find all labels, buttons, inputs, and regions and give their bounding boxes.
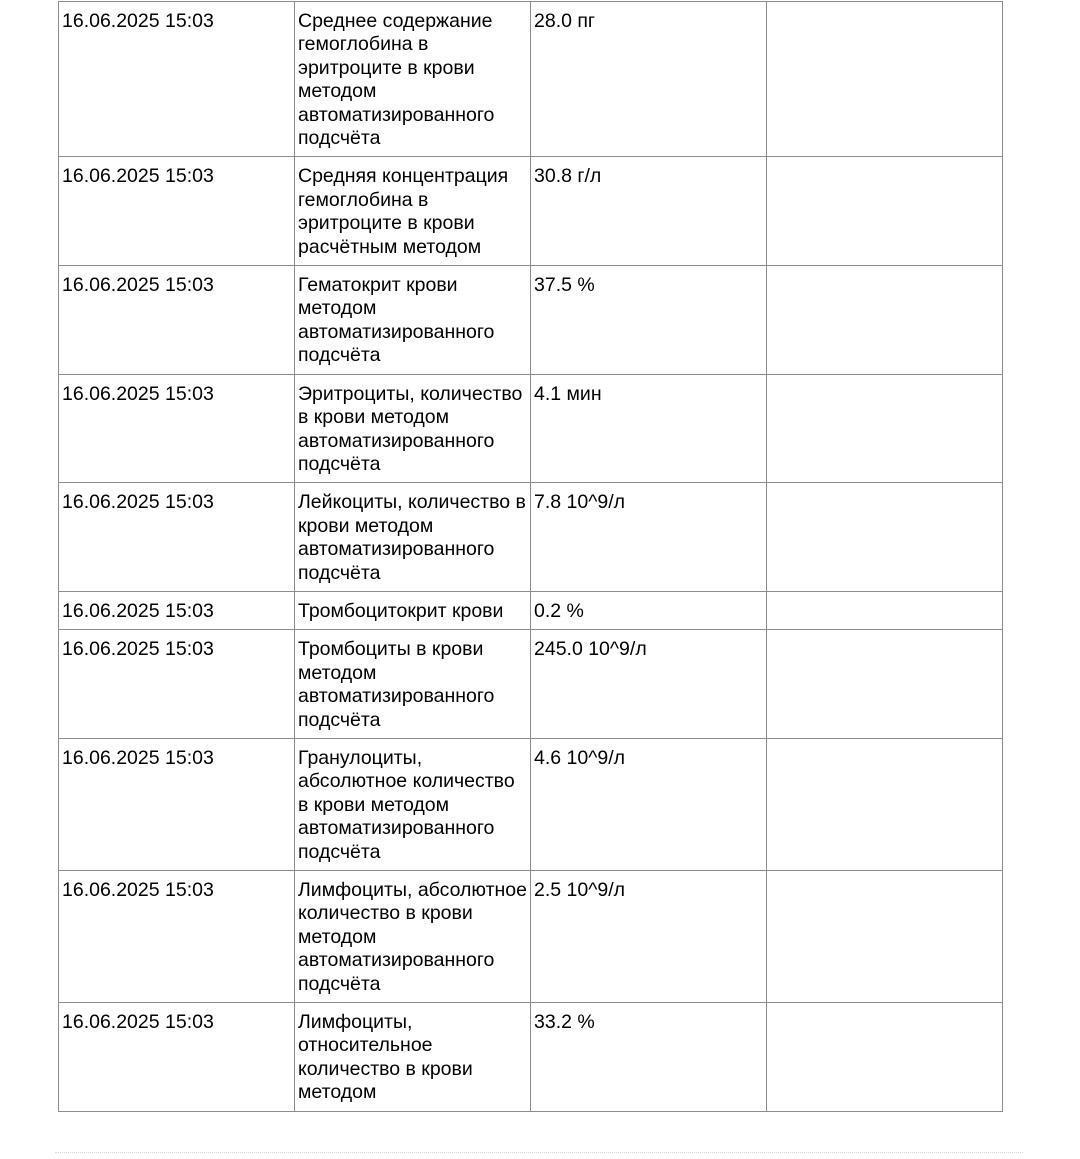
- note-cell: [767, 871, 1003, 1003]
- table-row: [59, 591, 1003, 629]
- date-cell: 16.06.2025 15:03: [59, 1003, 295, 1112]
- result-cell: 30.8 г/л: [531, 157, 767, 266]
- table-row: [59, 871, 1003, 1003]
- note-cell: [767, 591, 1003, 629]
- date-cell: 16.06.2025 15:03: [59, 871, 295, 1003]
- table-row: [59, 483, 1003, 592]
- test-name-cell: Тромбоцитокрит крови: [295, 591, 531, 629]
- table-row: [59, 630, 1003, 739]
- note-cell: [767, 157, 1003, 266]
- test-name-cell: Лимфоциты, относительное количество в крови методом: [295, 1003, 531, 1112]
- date-cell: 16.06.2025 15:03: [59, 630, 295, 739]
- test-name-cell: Тромбоциты в крови методом автоматизированного подсчёта: [295, 630, 531, 739]
- test-name-cell: Лимфоциты, абсолютное количество в крови методом автоматизированного подсчёта: [295, 871, 531, 1003]
- test-name-cell: Эритроциты, количество в крови методом автоматизированного подсчёта: [295, 374, 531, 483]
- note-cell: [767, 738, 1003, 870]
- test-name-cell: Среднее содержание гемоглобина в эритроците в крови методом автоматизированного подсчёта: [295, 2, 531, 157]
- note-cell: [767, 630, 1003, 739]
- table-row: [59, 157, 1003, 266]
- result-cell: 33.2 %: [531, 1003, 767, 1112]
- date-cell: 16.06.2025 15:03: [59, 591, 295, 629]
- result-cell: 2.5 10^9/л: [531, 871, 767, 1003]
- note-cell: [767, 2, 1003, 157]
- date-cell: 16.06.2025 15:03: [59, 157, 295, 266]
- date-cell: 16.06.2025 15:03: [59, 374, 295, 483]
- date-cell: 16.06.2025 15:03: [59, 738, 295, 870]
- result-cell: 37.5 %: [531, 266, 767, 375]
- result-cell: 0.2 %: [531, 591, 767, 629]
- table-row: [59, 2, 1003, 157]
- test-name-cell: Лейкоциты, количество в крови методом автоматизированного подсчёта: [295, 483, 531, 592]
- table-row: [59, 374, 1003, 483]
- test-name-cell: Средняя концентрация гемоглобина в эритроците в крови расчётным методом: [295, 157, 531, 266]
- result-cell: 4.6 10^9/л: [531, 738, 767, 870]
- date-cell: 16.06.2025 15:03: [59, 266, 295, 375]
- table-row: [59, 266, 1003, 375]
- result-cell: 4.1 мин: [531, 374, 767, 483]
- page-divider: [55, 1152, 1023, 1153]
- note-cell: [767, 1003, 1003, 1112]
- result-cell: 245.0 10^9/л: [531, 630, 767, 739]
- date-cell: 16.06.2025 15:03: [59, 2, 295, 157]
- test-name-cell: Гранулоциты, абсолютное количество в крови методом автоматизированного подсчёта: [295, 738, 531, 870]
- result-cell: 7.8 10^9/л: [531, 483, 767, 592]
- table-row: [59, 1003, 1003, 1112]
- note-cell: [767, 483, 1003, 592]
- note-cell: [767, 374, 1003, 483]
- test-name-cell: Гематокрит крови методом автоматизированного подсчёта: [295, 266, 531, 375]
- note-cell: [767, 266, 1003, 375]
- lab-results-table: [58, 1, 1003, 1112]
- table-row: [59, 738, 1003, 870]
- lab-results-body: [59, 2, 1003, 1112]
- date-cell: 16.06.2025 15:03: [59, 483, 295, 592]
- result-cell: 28.0 пг: [531, 2, 767, 157]
